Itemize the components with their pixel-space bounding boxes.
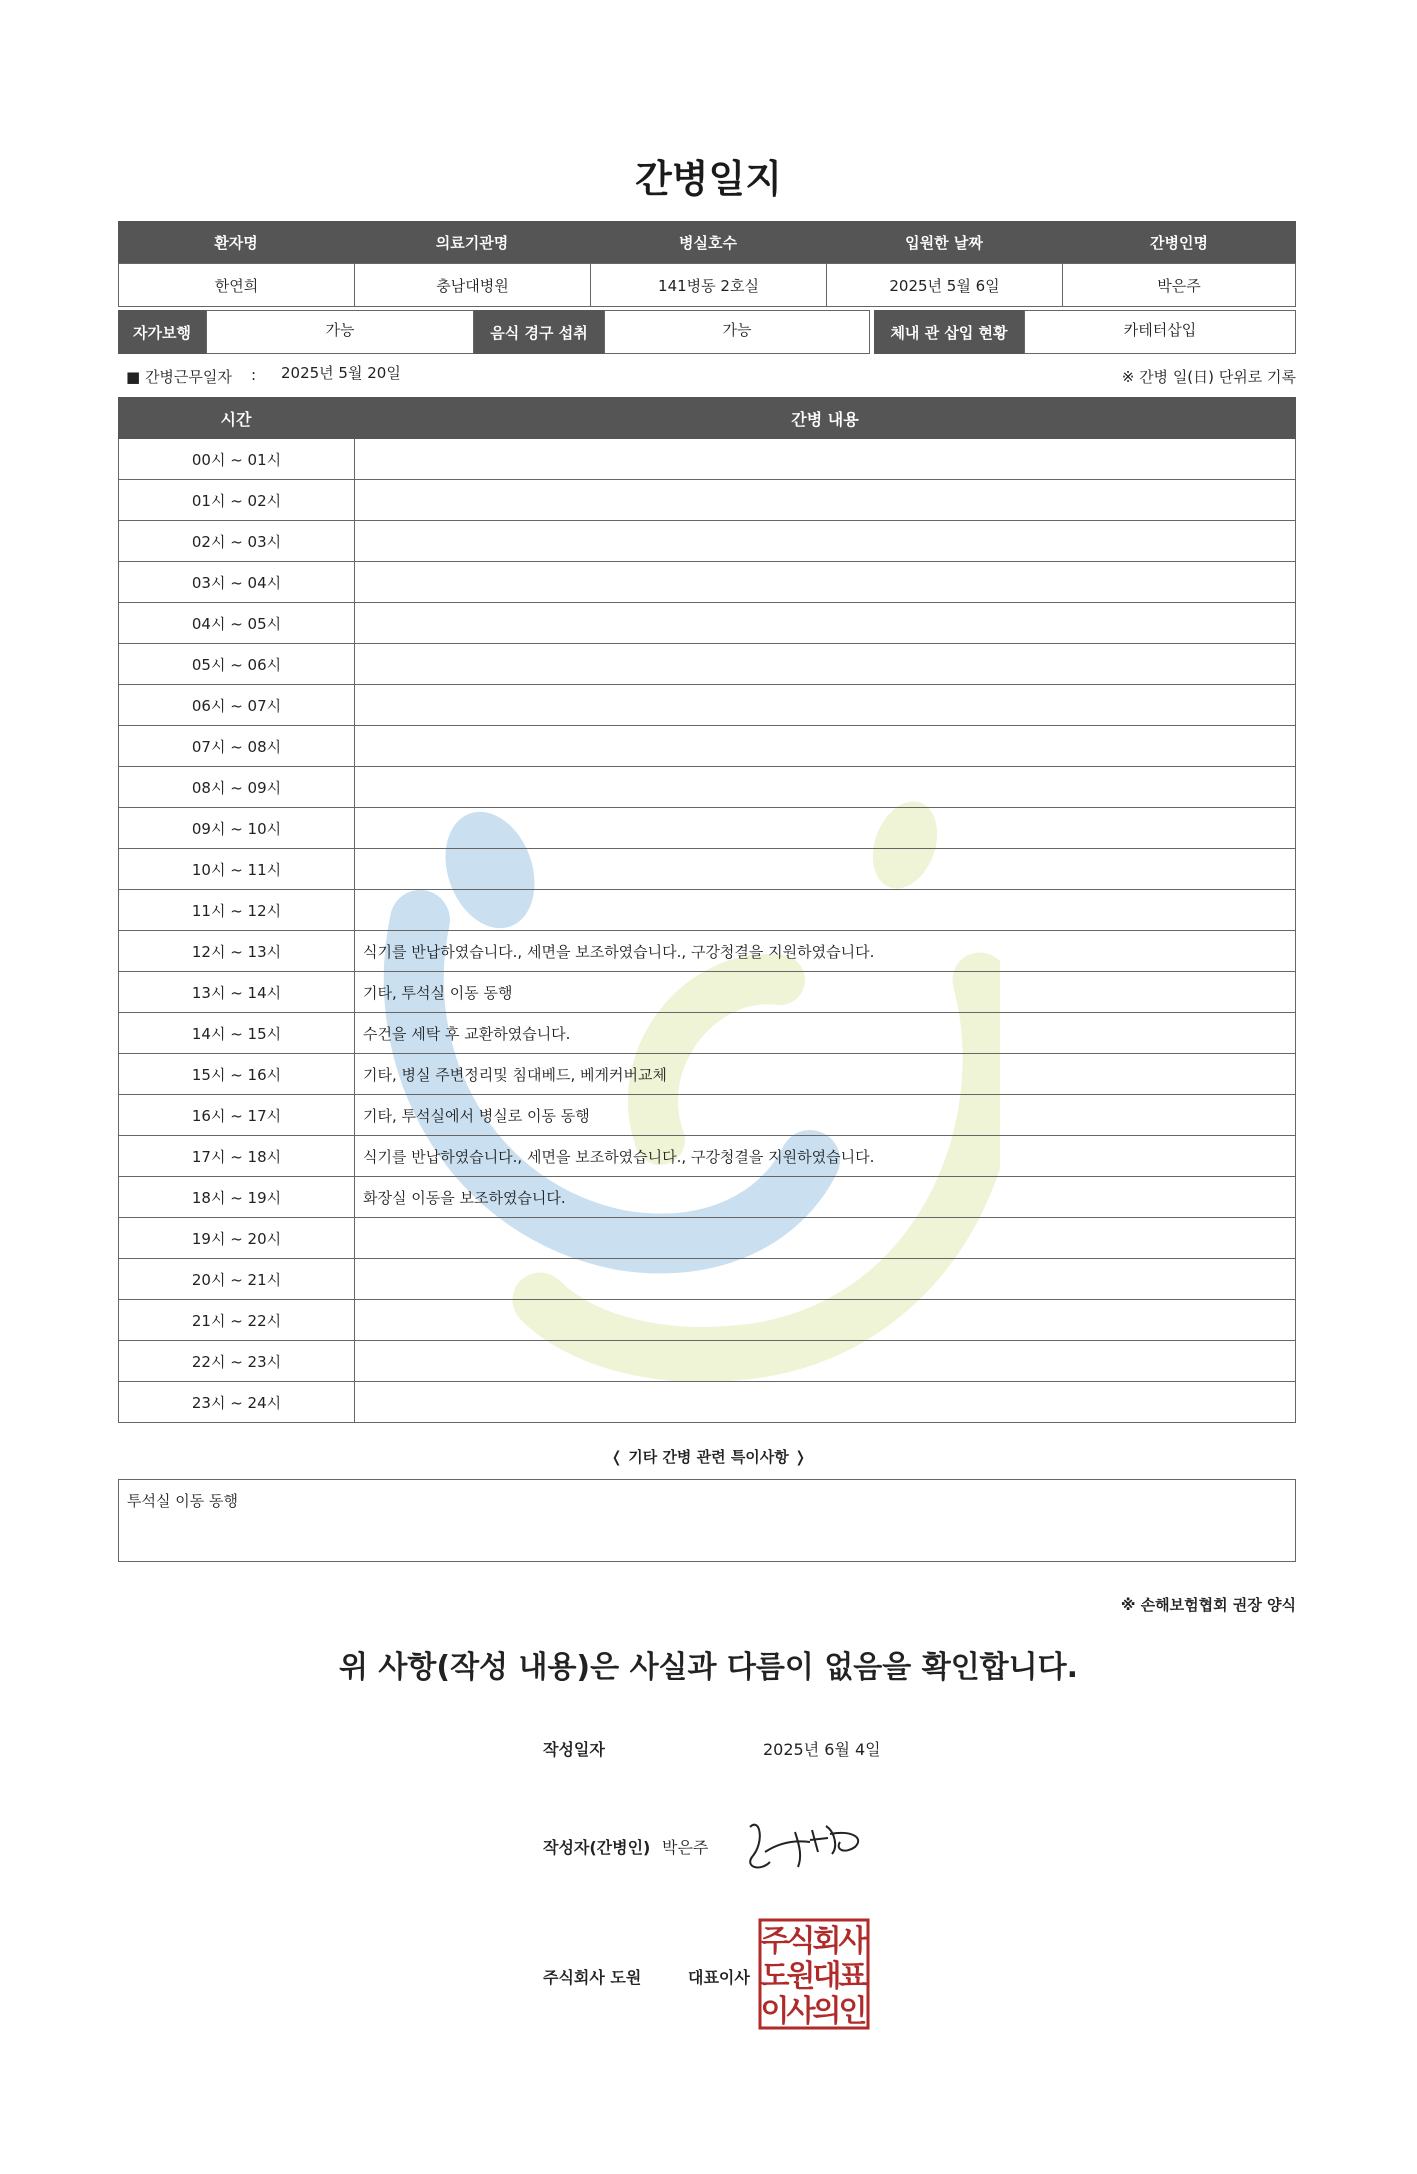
time-slot: 03시 ~ 04시: [119, 562, 355, 602]
table-row: [118, 1300, 1296, 1341]
table-row: [118, 726, 1296, 767]
time-slot: 18시 ~ 19시: [119, 1177, 355, 1217]
header-room-number: 병실호수: [590, 221, 826, 263]
time-slot: 05시 ~ 06시: [119, 644, 355, 684]
care-content: [355, 1300, 1295, 1340]
time-slot: 19시 ~ 20시: [119, 1218, 355, 1258]
time-slot: 21시 ~ 22시: [119, 1300, 355, 1340]
table-row: [118, 685, 1296, 726]
time-slot: 06시 ~ 07시: [119, 685, 355, 725]
company-name-label: 주식회사 도원: [543, 1968, 642, 1987]
time-slot: 17시 ~ 18시: [119, 1136, 355, 1176]
care-content: [355, 1382, 1295, 1422]
time-slot: 02시 ~ 03시: [119, 521, 355, 561]
care-content: [355, 1341, 1295, 1381]
svg-text:사: 사: [786, 1994, 816, 2029]
time-slot: 14시 ~ 15시: [119, 1013, 355, 1053]
svg-text:식: 식: [786, 1924, 816, 1959]
table-row: [118, 1054, 1296, 1095]
header-caregiver-name: 간병인명: [1062, 221, 1296, 263]
tube-insertion-label: 체내 관 삽입 현황: [874, 310, 1024, 354]
care-content: [355, 685, 1295, 725]
special-notes-box: 투석실 이동 동행: [118, 1479, 1296, 1562]
time-slot: 08시 ~ 09시: [119, 767, 355, 807]
time-slot: 01시 ~ 02시: [119, 480, 355, 520]
care-content: 기타, 투석실 이동 동행: [363, 983, 513, 1002]
ceo-label: 대표이사: [688, 1968, 750, 1987]
special-notes-title: ❬ 기타 간병 관련 특이사항 ❭: [610, 1448, 807, 1466]
header-patient-name: 환자명: [118, 221, 354, 263]
table-row: [118, 644, 1296, 685]
care-content: 수건을 세탁 후 교환하였습니다.: [363, 1024, 571, 1043]
table-row: [118, 1095, 1296, 1136]
patient-name-value: 한연희: [118, 263, 355, 307]
content-column-header: 간병 내용: [791, 409, 859, 429]
care-content: 식기를 반납하였습니다., 세면을 보조하였습니다., 구강청결을 지원하였습니다.: [363, 942, 875, 961]
patient-info-table: [118, 221, 1296, 307]
table-row: [118, 1259, 1296, 1300]
tube-insertion-value: 카테터삽입: [1024, 310, 1296, 354]
table-row: [118, 1382, 1296, 1423]
table-row: [118, 1218, 1296, 1259]
table-row: [118, 767, 1296, 808]
written-date-value: 2025년 6월 4일: [763, 1740, 881, 1759]
care-content: [355, 726, 1295, 766]
table-row: [118, 931, 1296, 972]
care-content: 식기를 반납하였습니다., 세면을 보조하였습니다., 구강청결을 지원하였습니다.: [363, 1147, 875, 1166]
company-seal-stamp: [758, 1918, 870, 2030]
table-row: [118, 480, 1296, 521]
care-content: 기타, 병실 주변정리및 침대베드, 베게커버교체: [363, 1065, 667, 1084]
care-content: [355, 644, 1295, 684]
time-slot: 10시 ~ 11시: [119, 849, 355, 889]
table-row: [118, 1341, 1296, 1382]
table-row: [118, 808, 1296, 849]
table-row: [118, 562, 1296, 603]
care-content: [355, 480, 1295, 520]
header-admission-date: 입원한 날짜: [826, 221, 1062, 263]
duty-date-colon: :: [251, 366, 257, 384]
care-content: [355, 890, 1295, 930]
care-content: [355, 521, 1295, 561]
time-slot: 11시 ~ 12시: [119, 890, 355, 930]
self-walk-value: 가능: [206, 310, 474, 354]
care-content: [355, 1218, 1295, 1258]
confirmation-statement: 위 사항(작성 내용)은 사실과 다름이 없음을 확인합니다.: [338, 1650, 1079, 1685]
time-slot: 20시 ~ 21시: [119, 1259, 355, 1299]
time-column-header: 시간: [220, 409, 252, 429]
duty-note: ※ 간병 일(日) 단위로 기록: [1121, 368, 1296, 386]
svg-text:도: 도: [760, 1959, 790, 1994]
care-content: 화장실 이동을 보조하였습니다.: [363, 1188, 566, 1207]
admission-date-value: 2025년 5월 6일: [826, 263, 1063, 307]
time-slot: 04시 ~ 05시: [119, 603, 355, 643]
hospital-name-value: 충남대병원: [354, 263, 591, 307]
time-slot: 00시 ~ 01시: [119, 439, 355, 479]
svg-text:사: 사: [838, 1924, 868, 1959]
care-content: [355, 808, 1295, 848]
table-row: [118, 521, 1296, 562]
svg-text:회: 회: [812, 1924, 842, 1959]
caregiver-name-value: 박은주: [1062, 263, 1296, 307]
care-content: 기타, 투석실에서 병실로 이동 동행: [363, 1106, 590, 1125]
table-row: [118, 890, 1296, 931]
time-slot: 23시 ~ 24시: [119, 1382, 355, 1422]
table-row: [118, 1013, 1296, 1054]
form-note: ※ 손해보험협회 권장 양식: [1120, 1596, 1296, 1614]
table-row: [118, 1136, 1296, 1177]
care-content: [355, 439, 1295, 479]
svg-text:이: 이: [760, 1994, 790, 2029]
room-number-value: 141병동 2호실: [590, 263, 827, 307]
svg-text:원: 원: [786, 1959, 816, 1994]
svg-text:표: 표: [838, 1959, 868, 1994]
care-content: [355, 849, 1295, 889]
table-row: [118, 849, 1296, 890]
page-title: 간병일지: [635, 157, 782, 201]
table-row: [118, 972, 1296, 1013]
svg-text:주: 주: [760, 1924, 790, 1959]
oral-intake-label: 음식 경구 섭취: [474, 310, 604, 354]
time-slot: 09시 ~ 10시: [119, 808, 355, 848]
patient-status-row: [118, 310, 1296, 354]
svg-text:인: 인: [838, 1994, 868, 2029]
time-slot: 12시 ~ 13시: [119, 931, 355, 971]
hourly-care-table: [118, 397, 1296, 1423]
table-row: [118, 1177, 1296, 1218]
table-row: [118, 603, 1296, 644]
hourly-table-header: [118, 397, 1296, 439]
hourly-table-body: [118, 439, 1296, 1423]
care-content: [355, 1259, 1295, 1299]
time-slot: 22시 ~ 23시: [119, 1341, 355, 1381]
writer-label: 작성자(간병인): [543, 1838, 651, 1857]
oral-intake-value: 가능: [604, 310, 870, 354]
time-slot: 16시 ~ 17시: [119, 1095, 355, 1135]
care-content: [355, 562, 1295, 602]
duty-date-label: ■ 간병근무일자: [126, 368, 232, 386]
self-walk-label: 자가보행: [118, 310, 206, 354]
written-date-label: 작성일자: [543, 1740, 605, 1759]
handwritten-signature: [740, 1812, 870, 1882]
care-content: [355, 767, 1295, 807]
time-slot: 07시 ~ 08시: [119, 726, 355, 766]
duty-date-value: 2025년 5월 20일: [281, 364, 401, 382]
header-hospital-name: 의료기관명: [354, 221, 590, 263]
table-row: [118, 439, 1296, 480]
writer-name: 박은주: [662, 1838, 709, 1857]
care-content: [355, 603, 1295, 643]
time-slot: 15시 ~ 16시: [119, 1054, 355, 1094]
time-slot: 13시 ~ 14시: [119, 972, 355, 1012]
svg-text:의: 의: [812, 1994, 842, 2029]
svg-text:대: 대: [812, 1959, 842, 1994]
